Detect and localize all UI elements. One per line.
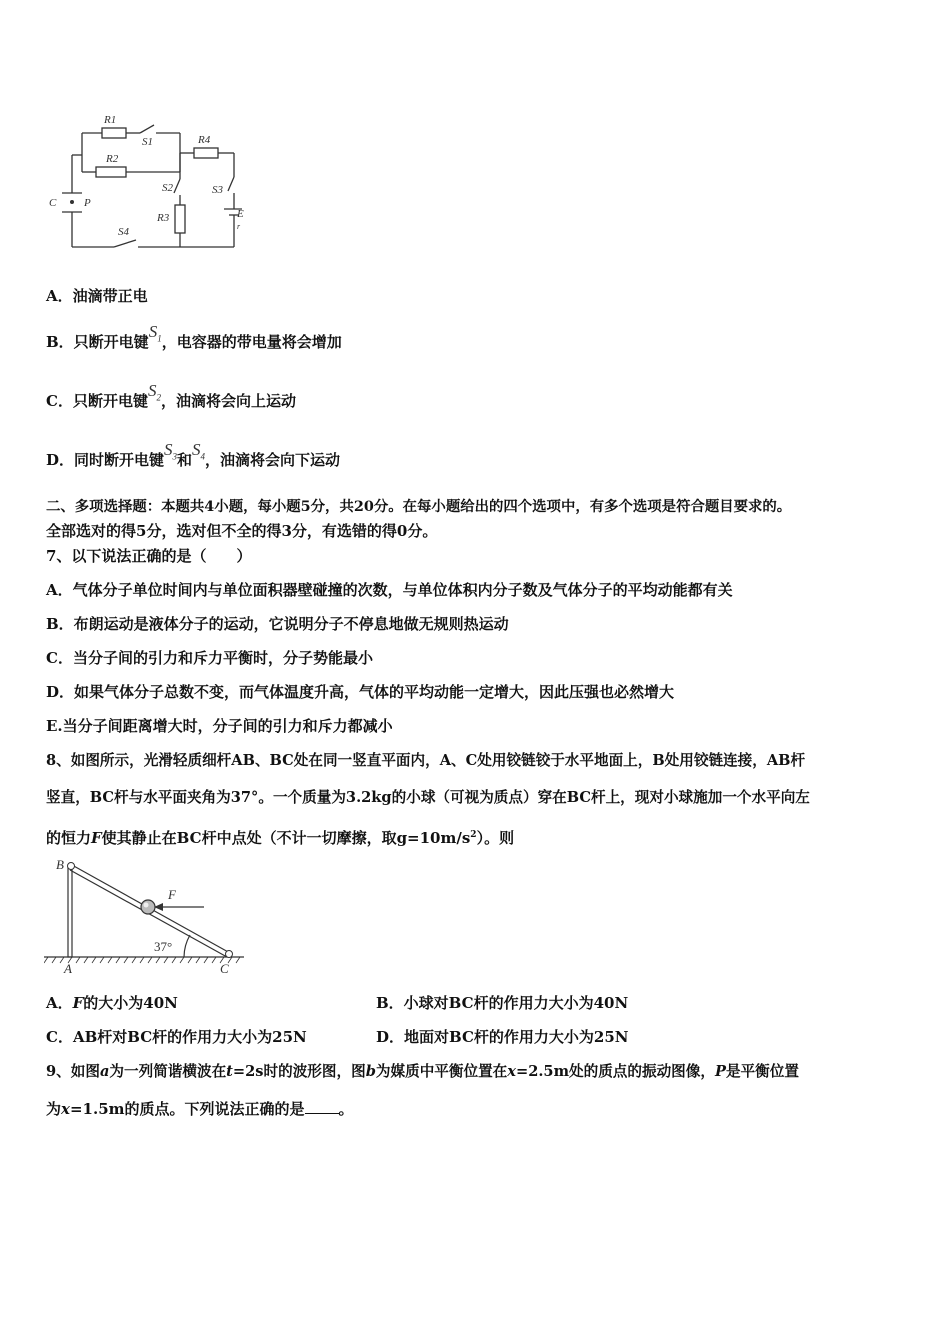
symbol-s2: $S_2$: [147, 381, 161, 403]
q6-a-text: 油滴带正电: [72, 287, 148, 305]
label-angle: 37°: [154, 939, 173, 954]
q8-stem-line2: 竖直，BC杆与水平面夹角为37°。一个质量为3.2kg的小球（可视为质点）穿在BC杆上，现对小球施加一个水平向左: [46, 789, 810, 806]
resistor-r2: [96, 167, 126, 177]
q7-option-b: B．布朗运动是液体分子的运动，它说明分子不停息地做无规则热运动: [46, 615, 509, 633]
q7-option-d: D．如果气体分子总数不变，而气体温度升高，气体的平均动能一定增大，因此压强也必然增大: [46, 683, 675, 701]
resistor-r4: [194, 148, 218, 158]
label-e: E: [237, 208, 244, 220]
q6-option-d: [46, 440, 341, 476]
label-r1: R1: [104, 114, 117, 126]
label-r4: R4: [198, 134, 211, 146]
resistor-r3: [175, 205, 185, 233]
hinge-b: [68, 863, 75, 870]
q8-stem-line3: 的恒力F使其静止在BC杆中点处（不计一切摩擦，取$g=10m/s^2$）。则: [46, 829, 515, 847]
circuit-diagram: [44, 105, 254, 255]
symbol-s3: $S_3$: [164, 440, 178, 462]
section2-line1: 二、多项选择题：本题共4小题，每小题5分，共20分。在每小题给出的四个选项中，有多个选项是符合题目要求的。: [46, 498, 792, 515]
label-r2: R2: [106, 153, 119, 165]
q7-option-a: A．气体分子单位时间内与单位面积器壁碰撞的次数，与单位体积内分子数及气体分子的平均动能都有关: [46, 581, 733, 599]
label-f: F: [168, 887, 176, 902]
q7-stem: 7、以下说法正确的是（ ）: [46, 547, 252, 565]
rod-ab: [68, 867, 72, 957]
q6-c-suffix: ，油滴将会向上运动: [160, 392, 296, 410]
q6-option-c: [46, 381, 296, 417]
label-c: C: [49, 197, 57, 209]
label-s1: S1: [142, 136, 153, 148]
ball: [141, 900, 155, 914]
label-c: C: [220, 961, 229, 975]
q9-stem-line2: 为x=1.5m的质点。下列说法正确的是 。: [46, 1100, 354, 1118]
label-p: P: [84, 197, 91, 209]
q6-d-suffix: ，油滴将会向下运动: [205, 451, 341, 469]
q6-c-prefix: C．只断开电键: [46, 392, 148, 410]
q6-b-prefix: B．只断开电键: [46, 333, 149, 351]
q9-stem-line1: 9、如图a为一列简谐横波在t=2s时的波形图，图b为媒质中平衡位置在x=2.5m处的质点的振动图像，P是平衡位置: [46, 1063, 799, 1080]
label-b: B: [56, 857, 64, 872]
label-s4: S4: [118, 226, 129, 238]
rod-diagram: [44, 855, 249, 975]
q8-option-d: D．地面对BC杆的作用力大小为25N: [376, 1028, 629, 1046]
symbol-f: F: [91, 829, 102, 847]
label-r3: R3: [157, 212, 170, 224]
q8-option-a: A．F的大小为40N: [46, 994, 178, 1012]
hinge-c: [226, 951, 233, 958]
answer-blank[interactable]: [305, 1099, 339, 1114]
q6-option-a: [46, 286, 148, 306]
q6-d-mid: 和: [177, 451, 193, 469]
q8-option-b: B．小球对BC杆的作用力大小为40N: [376, 994, 629, 1012]
resistor-r1: [102, 128, 126, 138]
label-r: r: [237, 222, 241, 231]
q6-option-b: [46, 322, 342, 358]
symbol-s4: $S_4$: [192, 440, 206, 462]
q6-a-prefix: A．: [46, 287, 73, 305]
section2-line2: 全部选对的得5分，选对但不全的得3分，有选错的得0分。: [46, 522, 438, 540]
label-a: A: [64, 961, 72, 975]
label-s3: S3: [212, 184, 223, 196]
q6-d-prefix: D．同时断开电键: [46, 451, 165, 469]
symbol-f-option: F: [72, 994, 84, 1012]
q8-stem-line1: 8、如图所示，光滑轻质细杆AB、BC处在同一竖直平面内，A、C处用铰链铰于水平地面上，B处用铰链连接，AB杆: [46, 752, 806, 769]
label-s2: S2: [162, 182, 173, 194]
q8-option-c: C．AB杆对BC杆的作用力大小为25N: [46, 1028, 307, 1046]
symbol-s1: $S_1$: [148, 322, 162, 344]
q7-option-c: C．当分子间的引力和斥力平衡时，分子势能最小: [46, 649, 373, 667]
q6-b-suffix: ，电容器的带电量将会增加: [161, 333, 342, 351]
q7-option-e: E.当分子间距离增大时，分子间的引力和斥力都减小: [46, 717, 393, 735]
